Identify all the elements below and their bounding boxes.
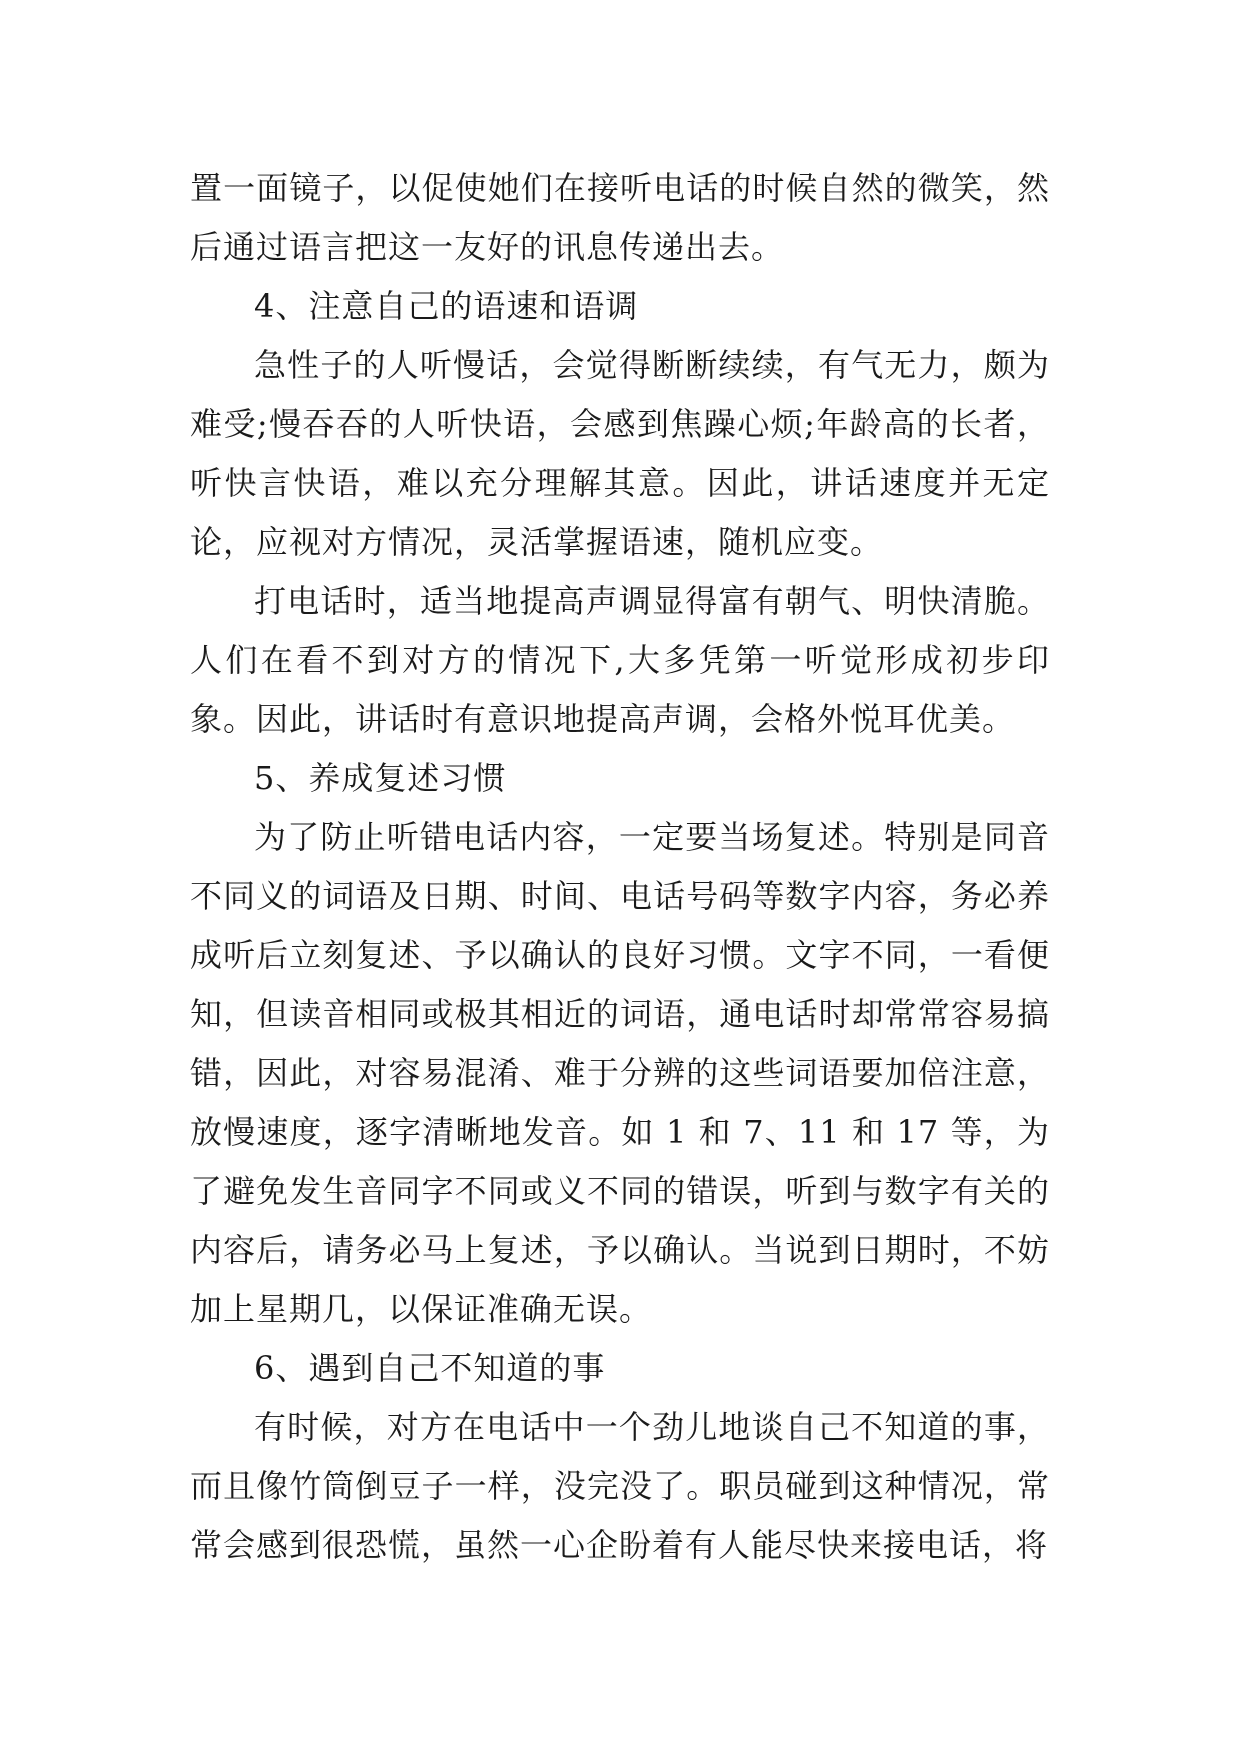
heading-unknown-matters: 6、遇到自己不知道的事 [254,1349,606,1387]
paragraph-tone: 打电话时，适当地提高声调显得富有朝气、明快清脆。人们在看不到对方的情况下,大多凭第一听觉形成初步印象。因此，讲话时有意识地提高声调，会格外悦耳优美。 [190,582,1050,738]
paragraph-speech-speed: 急性子的人听慢话，会觉得断断续续，有气无力，颇为难受;慢吞吞的人听快语，会感到焦躁心烦;年龄高的长者，听快言快语，难以充分理解其意。因此，讲话速度并无定论，应视对方情况，灵活掌握语速，随机应变。 [190,346,1050,561]
document-body [190,159,1050,1575]
paragraph-mirror-smile: 置一面镜子，以促使她们在接听电话的时候自然的微笑，然后通过语言把这一友好的讯息传递出去。 [190,169,1050,266]
heading-repeat-habit: 5、养成复述习惯 [254,759,507,797]
paragraph-unknown-matters: 有时候，对方在电话中一个劲儿地谈自己不知道的事，而且像竹筒倒豆子一样，没完没了。职员碰到这种情况，常常会感到很恐慌，虽然一心企盼着有人能尽快来接电话，将 [190,1408,1050,1564]
paragraph-repeat-habit: 为了防止听错电话内容，一定要当场复述。特别是同音不同义的词语及日期、时间、电话号码等数字内容，务必养成听后立刻复述、予以确认的良好习惯。文字不同，一看便知，但读音相同或极其相近的词语，通电话时却常常容易搞错，因此，对容易混淆、难于分辨的这些词语要加倍注意，放慢速度，逐字清晰地发音。如 1 和 7、11 和 17 等，为了避免发生音同字不同或义不同的错误，听到与数字有关的内容后，请务必马上复述，予以确认。当说到日期时，不妨加上星期几，以保证准确无误。 [190,818,1050,1328]
heading-speech-speed: 4、注意自己的语速和语调 [254,287,639,325]
